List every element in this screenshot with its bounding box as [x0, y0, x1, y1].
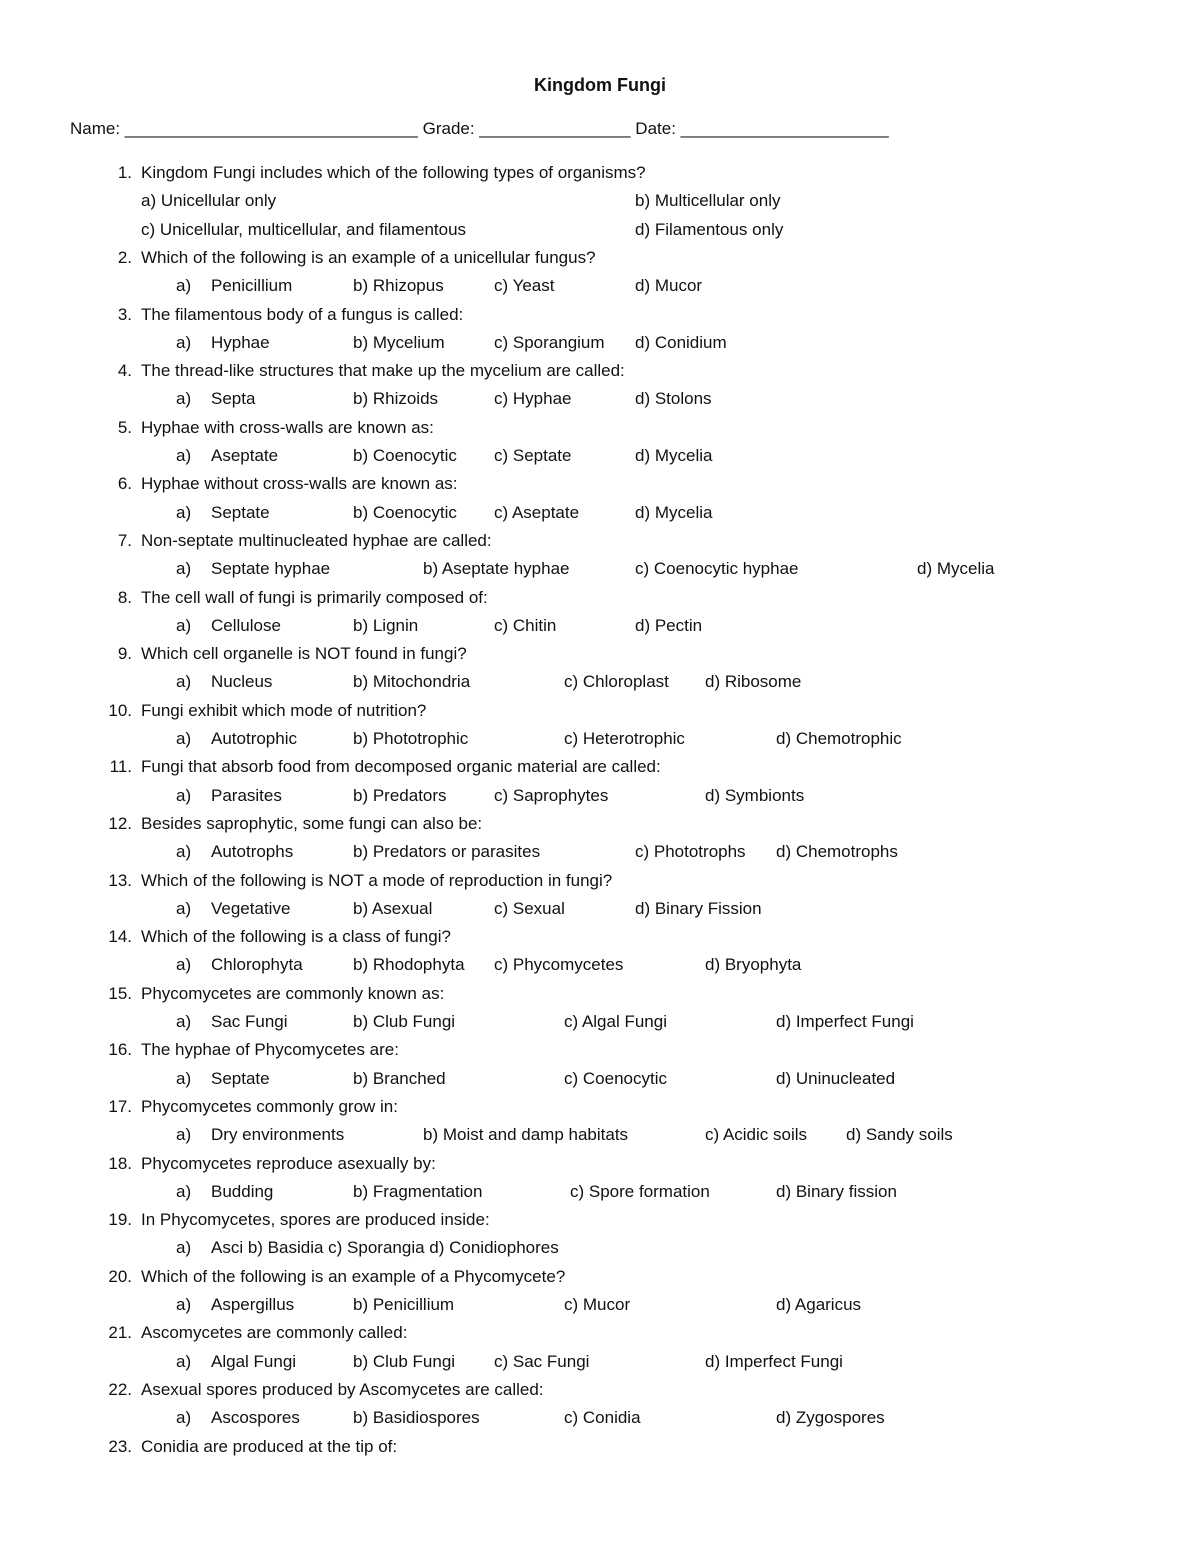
answer-option: Vegetative: [211, 899, 291, 918]
answer-option: c) Septate: [494, 446, 572, 465]
answer-option: b) Lignin: [353, 616, 419, 635]
answer-option: b) Aseptate hyphae: [423, 559, 570, 578]
answer-option: b) Basidiospores: [353, 1408, 480, 1427]
answer-option: c) Coenocytic: [564, 1069, 667, 1088]
answer-option: d) Chemotrophs: [776, 842, 898, 861]
answer-option: b) Penicillium: [353, 1295, 455, 1314]
question-text: Hyphae with cross-walls are known as:: [141, 418, 434, 437]
student-info-line: Name: _______________________________ Grade: ________________ Date: ______________________: [70, 119, 889, 138]
answer-option-letter: a): [176, 786, 192, 805]
question-number: 19.: [108, 1210, 132, 1229]
answer-option-letter: a): [176, 446, 192, 465]
answer-option-letter: a): [176, 955, 192, 974]
answer-option-letter: a): [176, 1295, 192, 1314]
answer-option: d) Stolons: [635, 389, 712, 408]
answer-option: c) Heterotrophic: [564, 729, 685, 748]
answer-option: d) Imperfect Fungi: [776, 1012, 914, 1031]
answer-option-letter: a): [176, 729, 192, 748]
question-text: Ascomycetes are commonly called:: [141, 1323, 408, 1342]
answer-option: d) Mycelia: [635, 446, 713, 465]
answer-option: Penicillium: [211, 276, 293, 295]
question-text: Phycomycetes are commonly known as:: [141, 984, 445, 1003]
answer-option-letter: a): [176, 1238, 192, 1257]
answer-option: Septate hyphae: [211, 559, 331, 578]
answer-option: Algal Fungi: [211, 1352, 297, 1371]
answer-option: Sac Fungi: [211, 1012, 288, 1031]
answer-option: c) Chitin: [494, 616, 557, 635]
answer-option: c) Sporangium: [494, 333, 605, 352]
answer-option-letter: a): [176, 616, 192, 635]
answer-option-letter: a): [176, 503, 192, 522]
answer-option: Septa: [211, 389, 256, 408]
answer-option-letter: a): [176, 1408, 192, 1427]
answer-option: d) Conidium: [635, 333, 727, 352]
answer-option: d) Imperfect Fungi: [705, 1352, 843, 1371]
answer-option: c) Coenocytic hyphae: [635, 559, 799, 578]
answer-option: c) Saprophytes: [494, 786, 609, 805]
question-text: Kingdom Fungi includes which of the following types of organisms?: [141, 163, 646, 182]
answer-option: c) Unicellular, multicellular, and filamentous: [141, 220, 467, 239]
answer-option: d) Mycelia: [917, 559, 995, 578]
answer-option-letter: a): [176, 1125, 192, 1144]
answer-option-letter: a): [176, 559, 192, 578]
answer-option: d) Binary fission: [776, 1182, 897, 1201]
question-text: Phycomycetes commonly grow in:: [141, 1097, 398, 1116]
answer-option: Hyphae: [211, 333, 270, 352]
question-number: 21.: [108, 1323, 132, 1342]
answer-option: b) Asexual: [353, 899, 433, 918]
question-number: 10.: [108, 701, 132, 720]
answer-option: c) Spore formation: [570, 1182, 710, 1201]
answer-option: b) Fragmentation: [353, 1182, 483, 1201]
answer-option: d) Binary Fission: [635, 899, 762, 918]
answer-option: c) Hyphae: [494, 389, 572, 408]
answer-option: d) Sandy soils: [846, 1125, 953, 1144]
answer-option: b) Multicellular only: [635, 191, 781, 210]
question-number: 12.: [108, 814, 132, 833]
answer-option: d) Chemotrophic: [776, 729, 902, 748]
answer-option-letter: a): [176, 842, 192, 861]
answer-option-letter: a): [176, 1182, 192, 1201]
answer-option-letter: a): [176, 1012, 192, 1031]
question-text: The thread-like structures that make up the mycelium are called:: [141, 361, 625, 380]
answer-option: b) Club Fungi: [353, 1352, 456, 1371]
question-number: 17.: [108, 1097, 132, 1116]
question-text: Fungi that absorb food from decomposed organic material are called:: [141, 757, 661, 776]
answer-option: b) Predators: [353, 786, 447, 805]
question-number: 22.: [108, 1380, 132, 1399]
question-text: Conidia are produced at the tip of:: [141, 1437, 398, 1456]
question-number: 23.: [108, 1437, 132, 1456]
answer-option: d) Symbionts: [705, 786, 805, 805]
question-text: Phycomycetes reproduce asexually by:: [141, 1154, 436, 1173]
question-text: Hyphae without cross-walls are known as:: [141, 474, 458, 493]
answer-option: d) Zygospores: [776, 1408, 885, 1427]
answer-option: b) Club Fungi: [353, 1012, 456, 1031]
question-number: 14.: [108, 927, 132, 946]
question-number: 2.: [117, 248, 132, 267]
answer-option: b) Mycelium: [353, 333, 445, 352]
question-number: 7.: [117, 531, 132, 550]
answer-option: b) Rhodophyta: [353, 955, 465, 974]
answer-option: b) Moist and damp habitats: [423, 1125, 629, 1144]
answer-option: Cellulose: [211, 616, 281, 635]
question-text: Which of the following is a class of fungi?: [141, 927, 451, 946]
question-number: 9.: [117, 644, 132, 663]
answer-option: d) Pectin: [635, 616, 703, 635]
question-text: Asexual spores produced by Ascomycetes are called:: [141, 1380, 544, 1399]
answer-option: c) Conidia: [564, 1408, 641, 1427]
answer-option: Autotrophic: [211, 729, 297, 748]
question-number: 11.: [109, 757, 132, 776]
answer-option: c) Yeast: [494, 276, 555, 295]
question-text: Which of the following is an example of a unicellular fungus?: [141, 248, 596, 267]
answer-option: b) Coenocytic: [353, 503, 457, 522]
answer-option: d) Mucor: [635, 276, 703, 295]
answer-option: Parasites: [211, 786, 282, 805]
answer-option: a) Unicellular only: [141, 191, 277, 210]
question-text: Non-septate multinucleated hyphae are called:: [141, 531, 492, 550]
answer-option: b) Rhizoids: [353, 389, 439, 408]
question-number: 8.: [117, 588, 132, 607]
answer-option: b) Mitochondria: [353, 672, 471, 691]
answer-option: d) Bryophyta: [705, 955, 802, 974]
answer-option: b) Rhizopus: [353, 276, 444, 295]
question-text: Which of the following is an example of a Phycomycete?: [141, 1267, 566, 1286]
question-text: Besides saprophytic, some fungi can also be:: [141, 814, 483, 833]
answer-option-letter: a): [176, 1069, 192, 1088]
answer-option: d) Uninucleated: [776, 1069, 896, 1088]
question-text: Fungi exhibit which mode of nutrition?: [141, 701, 427, 720]
question-number: 15.: [108, 984, 132, 1003]
answer-option: c) Chloroplast: [564, 672, 669, 691]
answer-option: Septate: [211, 503, 270, 522]
answer-option: c) Sac Fungi: [494, 1352, 590, 1371]
answer-option: Nucleus: [211, 672, 273, 691]
answer-option-letter: a): [176, 389, 192, 408]
question-text: In Phycomycetes, spores are produced inside:: [141, 1210, 490, 1229]
answer-option: Dry environments: [211, 1125, 345, 1144]
answer-option: d) Ribosome: [705, 672, 802, 691]
question-number: 5.: [117, 418, 132, 437]
answer-option: b) Predators or parasites: [353, 842, 541, 861]
question-number: 3.: [117, 305, 132, 324]
answer-option-letter: a): [176, 333, 192, 352]
question-number: 18.: [108, 1154, 132, 1173]
answer-option: Asci b) Basidia c) Sporangia d) Conidiophores: [211, 1238, 559, 1257]
answer-option: b) Phototrophic: [353, 729, 469, 748]
answer-option: Aseptate: [211, 446, 279, 465]
answer-option: Aspergillus: [211, 1295, 295, 1314]
answer-option: Septate: [211, 1069, 270, 1088]
question-number: 16.: [108, 1040, 132, 1059]
answer-option: b) Coenocytic: [353, 446, 457, 465]
answer-option: d) Filamentous only: [635, 220, 784, 239]
answer-option-letter: a): [176, 672, 192, 691]
answer-option-letter: a): [176, 1352, 192, 1371]
answer-option: Autotrophs: [211, 842, 294, 861]
answer-option: c) Sexual: [494, 899, 565, 918]
question-text: The filamentous body of a fungus is called:: [141, 305, 464, 324]
answer-option-letter: a): [176, 276, 192, 295]
question-text: Which of the following is NOT a mode of reproduction in fungi?: [141, 871, 613, 890]
answer-option: Budding: [211, 1182, 274, 1201]
answer-option: c) Mucor: [564, 1295, 631, 1314]
answer-option: b) Branched: [353, 1069, 446, 1088]
question-number: 6.: [117, 474, 132, 493]
question-text: Which cell organelle is NOT found in fungi?: [141, 644, 467, 663]
question-number: 1.: [117, 163, 132, 182]
question-text: The cell wall of fungi is primarily composed of:: [141, 588, 488, 607]
answer-option: c) Phototrophs: [635, 842, 746, 861]
answer-option: c) Algal Fungi: [564, 1012, 667, 1031]
question-number: 13.: [108, 871, 132, 890]
question-number: 4.: [117, 361, 132, 380]
answer-option-letter: a): [176, 899, 192, 918]
answer-option: c) Acidic soils: [705, 1125, 808, 1144]
question-text: The hyphae of Phycomycetes are:: [141, 1040, 399, 1059]
answer-option: c) Phycomycetes: [494, 955, 624, 974]
answer-option: d) Mycelia: [635, 503, 713, 522]
question-number: 20.: [108, 1267, 132, 1286]
answer-option: Chlorophyta: [211, 955, 303, 974]
answer-option: c) Aseptate: [494, 503, 580, 522]
answer-option: d) Agaricus: [776, 1295, 862, 1314]
answer-option: Ascospores: [211, 1408, 300, 1427]
page-title: Kingdom Fungi: [534, 75, 666, 95]
